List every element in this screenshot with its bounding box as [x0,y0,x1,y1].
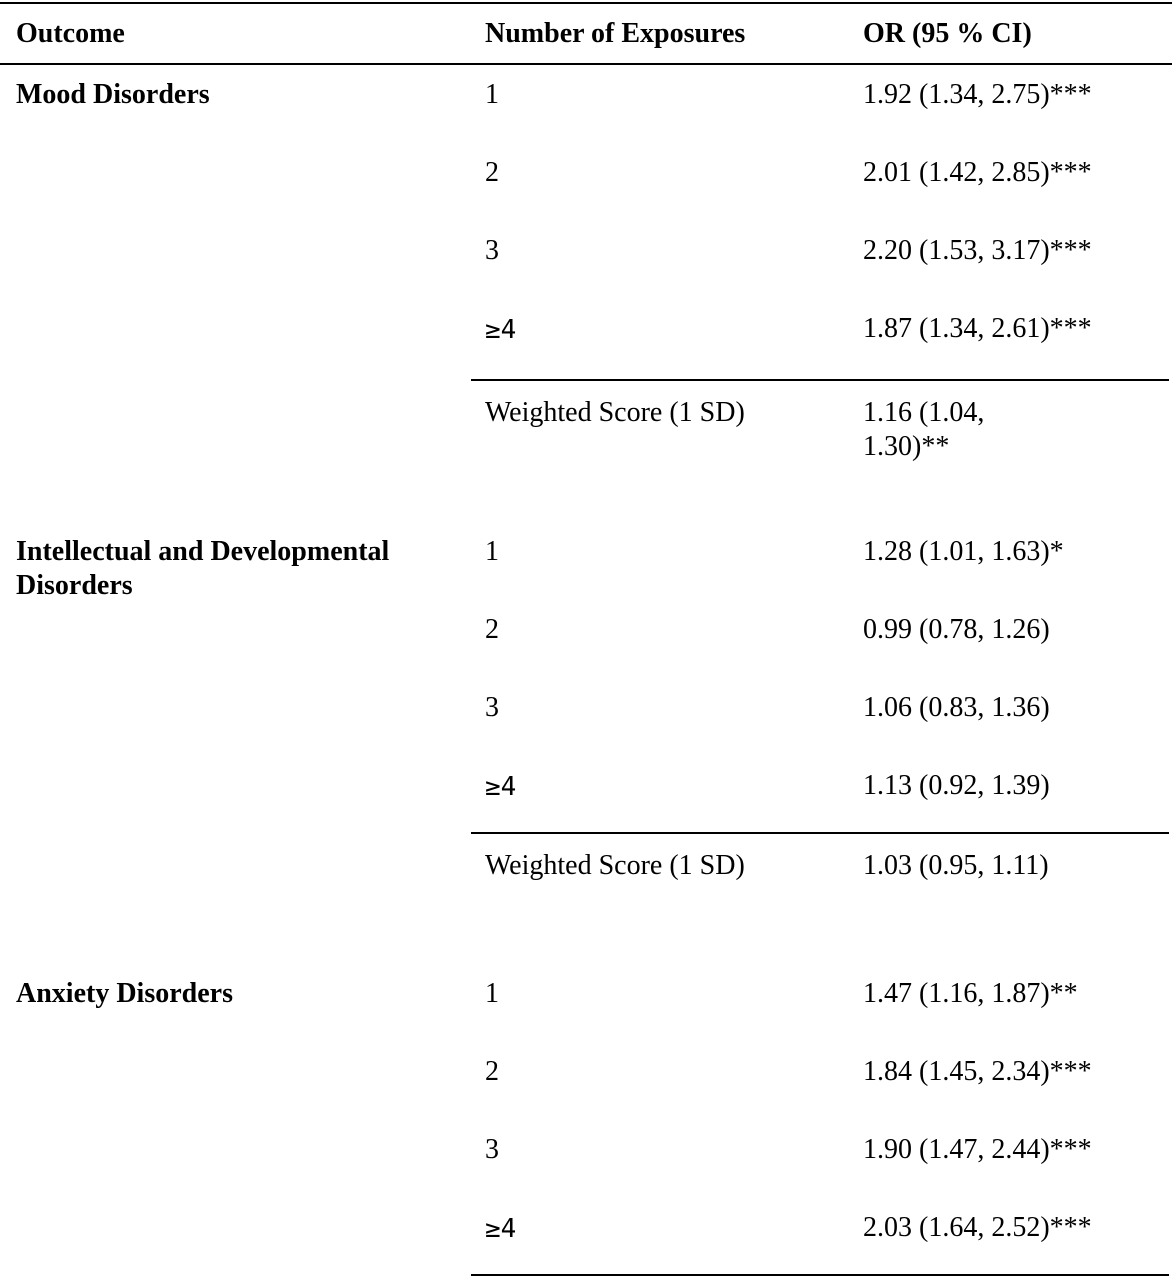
exposure-value: ≥4 [485,772,517,802]
outcome-intellectual-developmental-line1: Intellectual and Developmental [16,536,390,567]
weighted-or-value: 1.03 (0.95, 1.11) [863,850,1049,881]
header-bottom-rule [0,63,1172,65]
outcome-mood-disorders: Mood Disorders [16,79,210,110]
outcome-intellectual-developmental-line2: Disorders [16,570,133,601]
exposure-value: 1 [485,978,499,1009]
or-value: 1.13 (0.92, 1.39) [863,770,1050,801]
exposure-value: 3 [485,1134,499,1165]
weighted-score-rule [471,832,1169,834]
or-value: 2.03 (1.64, 2.52)*** [863,1212,1092,1243]
outcome-anxiety-disorders: Anxiety Disorders [16,978,233,1009]
exposure-value: 3 [485,235,499,266]
or-value: 1.47 (1.16, 1.87)** [863,978,1078,1009]
exposure-value: 2 [485,614,499,645]
header-outcome: Outcome [16,18,125,49]
weighted-score-label: Weighted Score (1 SD) [485,850,745,881]
exposure-value: ≥4 [485,315,517,345]
or-value: 1.06 (0.83, 1.36) [863,692,1050,723]
weighted-score-label: Weighted Score (1 SD) [485,397,745,428]
or-value: 2.20 (1.53, 3.17)*** [863,235,1092,266]
table-bottom-rule [471,1274,1169,1276]
exposure-value: 1 [485,536,499,567]
or-value: 1.28 (1.01, 1.63)* [863,536,1064,567]
weighted-score-rule [471,379,1169,381]
exposure-value: 2 [485,157,499,188]
exposure-value: 2 [485,1056,499,1087]
or-value: 1.92 (1.34, 2.75)*** [863,79,1092,110]
weighted-or-value-line1: 1.16 (1.04, [863,397,985,428]
or-value: 2.01 (1.42, 2.85)*** [863,157,1092,188]
header-number-of-exposures: Number of Exposures [485,18,746,49]
table-top-rule [0,2,1172,4]
or-value: 0.99 (0.78, 1.26) [863,614,1050,645]
exposure-value: ≥4 [485,1214,517,1244]
exposure-value: 1 [485,79,499,110]
weighted-or-value-line2: 1.30)** [863,431,950,462]
or-value: 1.87 (1.34, 2.61)*** [863,313,1092,344]
exposure-value: 3 [485,692,499,723]
or-value: 1.90 (1.47, 2.44)*** [863,1134,1092,1165]
or-value: 1.84 (1.45, 2.34)*** [863,1056,1092,1087]
header-or-ci: OR (95 % CI) [863,18,1032,49]
